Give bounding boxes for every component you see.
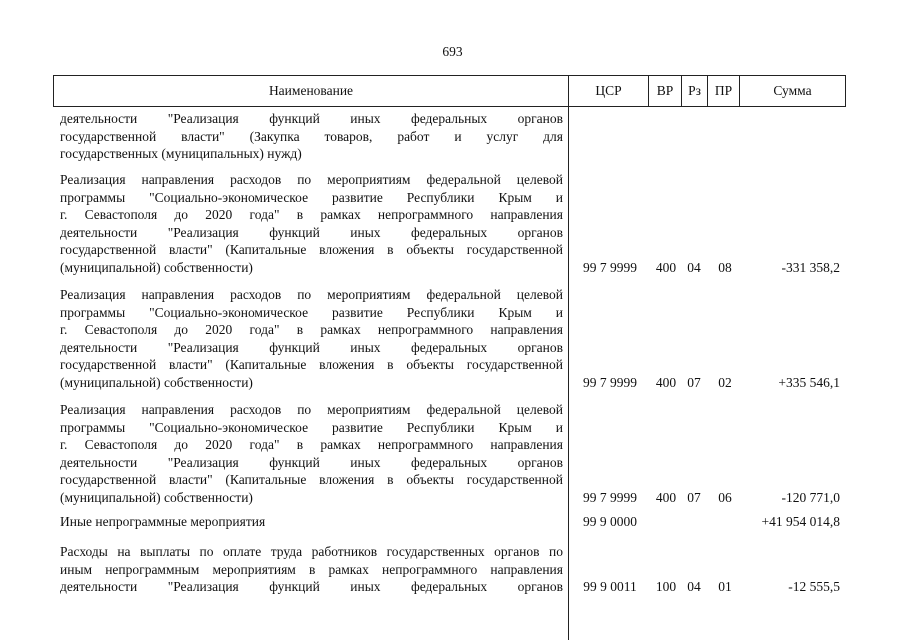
row-rz: 07 (687, 490, 701, 505)
row-sum: +41 954 014,8 (761, 514, 840, 529)
description-line: деятельности "Реализация функций иных федеральных органов (60, 454, 563, 470)
row-sum: -120 771,0 (781, 490, 840, 505)
row-sum: +335 546,1 (778, 375, 840, 390)
description-line: г. Севастополя до 2020 года" в рамках непрограммного направления (60, 207, 563, 223)
row-vr: 400 (655, 375, 677, 390)
row-csr: 99 9 0011 (583, 579, 637, 595)
description-line: Расходы на выплаты по оплате труда работников государственных органов по (60, 544, 563, 559)
row-description (60, 401, 563, 507)
description-line: программы "Социально-экономическое развитие Республики Крым и (60, 189, 563, 205)
description-line: деятельности "Реализация функций иных федеральных органов (60, 111, 563, 126)
row-description (60, 171, 563, 277)
description-line: иным непрограммным мероприятиям в рамках непрограммного направления (60, 561, 563, 577)
description-line: государственной власти" (Капитальные вложения в объекты государственной (60, 472, 563, 488)
row-sum: -331 358,2 (781, 260, 840, 275)
row-rz: 04 (687, 260, 701, 275)
description-line: государственной власти" (Капитальные вложения в объекты государственной (60, 357, 563, 373)
description-line: г. Севастополя до 2020 года" в рамках непрограммного направления (60, 322, 563, 338)
description-line: Реализация направления расходов по мероприятиям федеральной целевой (60, 402, 563, 417)
column-divider (568, 107, 569, 640)
description-line: Реализация направления расходов по мероприятиям федеральной целевой (60, 287, 563, 302)
row-pr: 01 (718, 579, 732, 595)
row-rz: 07 (687, 375, 701, 390)
description-line: г. Севастополя до 2020 года" в рамках непрограммного направления (60, 437, 563, 453)
description-line: (муниципальной) собственности) (60, 259, 253, 275)
row-pr: 08 (718, 260, 732, 275)
description-line: государственной власти" (Закупка товаров, работ и услуг для (60, 128, 563, 144)
row-description (60, 110, 563, 163)
description-line: деятельности "Реализация функций иных федеральных органов (60, 224, 563, 240)
description-line: деятельности "Реализация функций иных федеральных органов (60, 339, 563, 355)
description-line: (муниципальной) собственности) (60, 489, 253, 505)
description-line: государственной власти" (Капитальные вложения в объекты государственной (60, 242, 563, 258)
header-csr: ЦСР (569, 76, 649, 106)
row-description (60, 543, 563, 596)
row-csr: 99 7 9999 (583, 490, 637, 505)
row-sum: -12 555,5 (788, 579, 840, 595)
row-vr: 400 (655, 490, 677, 505)
description-line: программы "Социально-экономическое развитие Республики Крым и (60, 304, 563, 320)
header-vr: ВР (649, 76, 682, 106)
row-description (60, 286, 563, 392)
description-line: государственных (муниципальных) нужд) (60, 146, 302, 162)
header-name: Наименование (54, 76, 569, 106)
row-rz: 04 (687, 579, 701, 595)
description-line: Реализация направления расходов по мероприятиям федеральной целевой (60, 172, 563, 187)
header-pr: ПР (708, 76, 740, 106)
row-csr: 99 7 9999 (583, 375, 637, 390)
row-vr: 400 (655, 260, 677, 275)
row-pr: 06 (718, 490, 732, 505)
row-vr: 100 (655, 579, 677, 595)
description-line: программы "Социально-экономическое развитие Республики Крым и (60, 419, 563, 435)
header-sum: Сумма (773, 83, 812, 98)
row-csr: 99 9 0000 (583, 514, 637, 529)
description-line: (муниципальной) собственности) (60, 374, 253, 390)
row-csr: 99 7 9999 (583, 260, 637, 275)
row-description (60, 513, 563, 531)
row-pr: 02 (718, 375, 732, 390)
description-line: деятельности "Реализация функций иных федеральных органов (60, 579, 563, 595)
description-line: Иные непрограммные мероприятия (60, 514, 266, 529)
page-number: 693 (442, 44, 463, 59)
header-rz: Рз (682, 76, 708, 106)
